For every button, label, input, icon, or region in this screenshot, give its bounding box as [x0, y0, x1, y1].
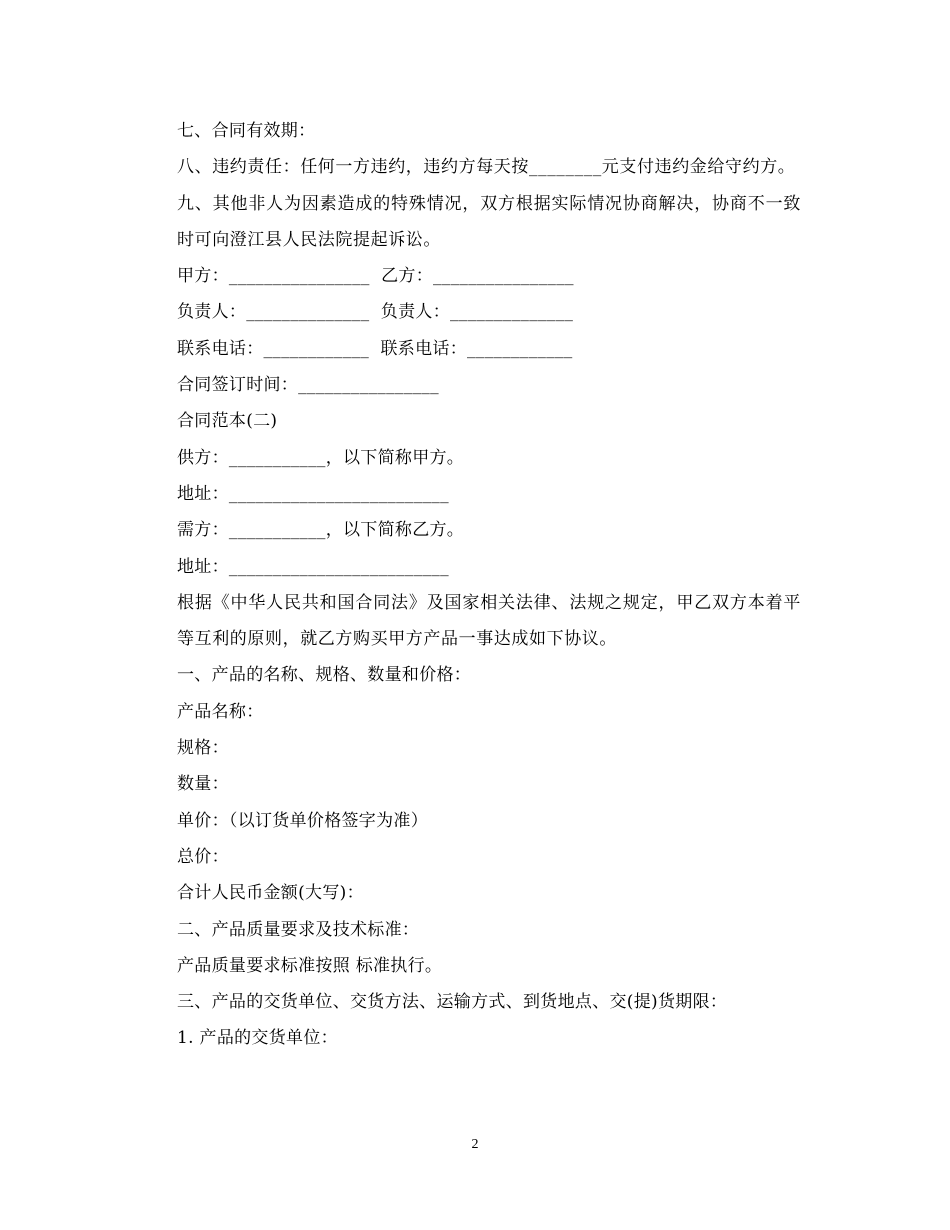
specification-field: 规格：	[177, 738, 229, 759]
total-price-field: 总价：	[177, 846, 229, 867]
party-line: 甲方：________________ 乙方：________________	[177, 266, 574, 287]
supplier-address-line: 地址：_________________________	[177, 483, 449, 504]
responsible-person-line: 负责人：______________ 负责人：______________	[177, 302, 574, 323]
unit-price-field: 单价：（以订货单价格签字为准）	[177, 810, 428, 831]
product-name-field: 产品名称：	[177, 701, 264, 722]
document-body	[141, 113, 801, 1057]
clause-8-liability: 八、违约责任：任何一方违约，违约方每天按________元支付违约金给守约方。	[177, 157, 796, 178]
quality-standard-line: 产品质量要求标准按照 标准执行。	[177, 955, 443, 976]
clause-9-disputes: 九、其他非人为因素造成的特殊情况，双方根据实际情况协商解决，协商不一致时可向澄江县人民法院提起诉讼。	[177, 193, 801, 250]
total-rmb-amount-field: 合计人民币金额(大写)：	[177, 883, 364, 904]
contact-phone-line: 联系电话：____________ 联系电话：____________	[177, 338, 573, 359]
buyer-line: 需方：___________，以下简称乙方。	[177, 520, 465, 541]
clause-7-validity: 七、合同有效期：	[177, 121, 316, 141]
quantity-field: 数量：	[177, 774, 229, 795]
section-2-heading: 二、产品质量要求及技术标准：	[177, 919, 420, 940]
buyer-address-line: 地址：_________________________	[177, 556, 449, 577]
section-3-heading: 三、产品的交货单位、交货方法、运输方式、到货地点、交(提)货期限：	[177, 992, 728, 1013]
supplier-line: 供方：___________，以下简称甲方。	[177, 447, 465, 468]
page-number: 2	[471, 1137, 479, 1152]
section-1-heading: 一、产品的名称、规格、数量和价格：	[177, 665, 472, 686]
preamble-paragraph: 根据《中华人民共和国合同法》及国家相关法律、法规之规定，甲乙双方本着平等互利的原则，就乙方购买甲方产品一事达成如下协议。	[177, 592, 801, 650]
signing-date-line: 合同签订时间：________________	[177, 375, 439, 396]
template-2-heading: 合同范本(二)	[177, 411, 278, 432]
delivery-unit-item: 1. 产品的交货单位：	[177, 1028, 338, 1049]
